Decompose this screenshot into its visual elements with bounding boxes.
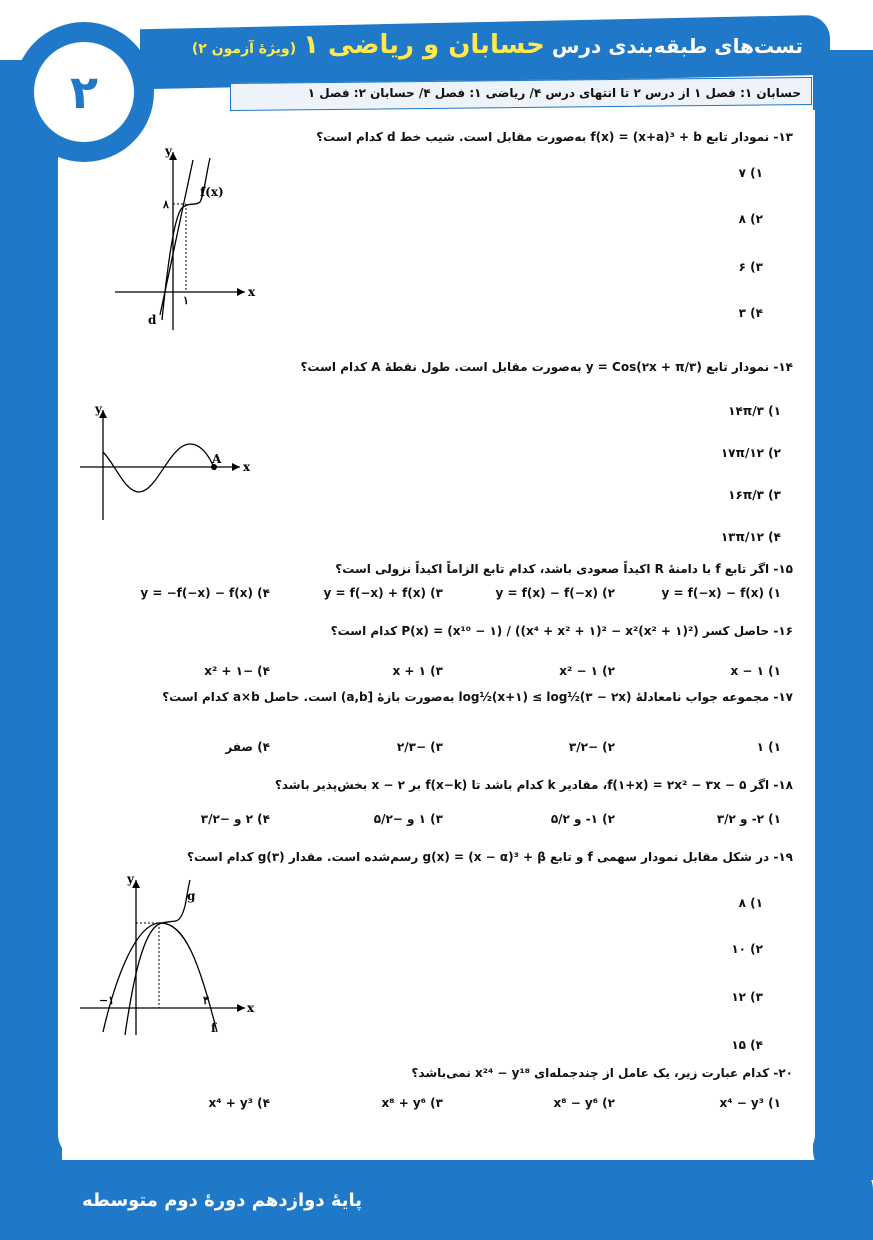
q20-option-3[interactable]: ۳) x⁸ + y⁶ <box>381 1096 443 1110</box>
q17-option-1[interactable]: ۱) ۱ <box>756 740 781 754</box>
q13-option-2[interactable]: ۲) ۸ <box>738 212 763 226</box>
question-13-stem: ۱۳- نمودار تابع f(x) = (x+a)³ + b به‌صورت مقابل است. شیب خط d کدام است؟ <box>316 130 793 144</box>
q14-option-3[interactable]: ۳) ۱۶π/۳ <box>728 488 781 502</box>
q13-option-3[interactable]: ۳) ۶ <box>738 260 763 274</box>
q16-option-3[interactable]: ۳) x + ۱ <box>392 664 443 678</box>
q15-option-4[interactable]: ۴) y = −f(−x) − f(x) <box>140 586 270 600</box>
q13-graph <box>110 140 260 335</box>
q14-option-4[interactable]: ۴) ۱۳π/۱۲ <box>720 530 781 544</box>
q19-g-label: g <box>187 889 196 903</box>
q17-option-2[interactable]: ۲) −۳/۲ <box>568 740 615 754</box>
q20-option-1[interactable]: ۱) x⁴ − y³ <box>719 1096 781 1110</box>
q19-left-tick: −۱ <box>99 994 115 1007</box>
title-prefix: تست‌های طبقه‌بندی درس <box>551 34 803 58</box>
q19-option-4[interactable]: ۴) ۱۵ <box>731 1038 763 1052</box>
q13-y-label: y <box>165 144 172 158</box>
q14-option-2[interactable]: ۲) ۱۷π/۱۲ <box>720 446 781 460</box>
q16-option-4[interactable]: ۴) −x² + ۱ <box>204 664 270 678</box>
title-special: (ویژهٔ آزمون ۲) <box>191 41 297 57</box>
q19-curve-f <box>103 923 217 1032</box>
right-border <box>813 50 873 1180</box>
title-subject: حسابان و ریاضی ۱ <box>303 30 545 60</box>
q17-option-4[interactable]: ۴) صفر <box>225 740 270 754</box>
q15-option-2[interactable]: ۲) y = f(x) − f(−x) <box>495 586 615 600</box>
question-19-stem: ۱۹- در شکل مقابل نمودار سهمی f و تابع g(x) = (x − α)³ + β رسم‌شده است. مقدار g(۳) کدام است؟ <box>187 850 793 864</box>
q17-option-3[interactable]: ۳) −۲/۳ <box>396 740 443 754</box>
q18-option-3[interactable]: ۳) ۱ و −۵/۲ <box>373 812 443 826</box>
q19-option-2[interactable]: ۲) ۱۰ <box>731 942 763 956</box>
q13-x-tick: ۱ <box>183 294 189 307</box>
q14-x-label: x <box>243 460 251 474</box>
q19-curve-g <box>125 880 190 1035</box>
question-20-stem: ۲۰- کدام عبارت زیر، یک عامل از چندجمله‌ای x²⁴ − y¹⁸ نمی‌باشد؟ <box>411 1066 793 1080</box>
q18-option-1[interactable]: ۱) ۲- و ۳/۲ <box>716 812 781 826</box>
question-15-stem: ۱۵- اگر تابع f با دامنهٔ R اکیداً صعودی باشد، کدام تابع الزاماً اکیداً نزولی است؟ <box>335 562 793 576</box>
q14-graph <box>75 400 255 525</box>
q16-option-1[interactable]: ۱) x − ۱ <box>730 664 781 678</box>
q13-curve-label: f(x) <box>200 185 224 199</box>
q13-y-tick: ۸ <box>163 198 169 211</box>
q15-option-1[interactable]: ۱) y = f(−x) − f(x) <box>661 586 781 600</box>
question-16-stem: ۱۶- حاصل کسر P(x) = (x¹⁰ − ۱) / ((x⁴ + x² + ۱)² − x²(x² + ۱)²) کدام است؟ <box>330 624 793 638</box>
footer-text: پایهٔ دوازدهم دورهٔ دوم متوسطه <box>82 1190 363 1211</box>
q20-option-4[interactable]: ۴) x⁴ + y³ <box>208 1096 270 1110</box>
q20-option-2[interactable]: ۲) x⁸ − y⁶ <box>553 1096 615 1110</box>
q19-right-tick: ۳ <box>203 994 209 1007</box>
question-14-stem: ۱۴- نمودار تابع y = Cos(۲x + π/۳) به‌صورت مقابل است. طول نقطهٔ A کدام است؟ <box>300 360 793 374</box>
q19-option-3[interactable]: ۳) ۱۲ <box>731 990 763 1004</box>
q14-option-1[interactable]: ۱) ۱۴π/۳ <box>728 404 781 418</box>
q19-x-label: x <box>247 1001 255 1015</box>
q18-option-4[interactable]: ۴) ۲ و −۳/۲ <box>200 812 270 826</box>
q14-point-label: A <box>212 452 222 466</box>
question-17-stem: ۱۷- مجموعه جواب نامعادلهٔ log½(x+۱) ≤ log½(۳ − ۲x) به‌صورت بازهٔ [a,b) است. حاصل a×b کدام است؟ <box>162 690 793 704</box>
syllabus-text: حسابان ۱: فصل ۱ از درس ۲ تا انتهای درس ۴/ ریاضی ۱: فصل ۴/ حسابان ۲: فصل ۱ <box>307 86 801 100</box>
q14-y-label: y <box>95 402 102 416</box>
q13-option-4[interactable]: ۴) ۳ <box>738 306 763 320</box>
q19-graph <box>75 870 265 1040</box>
q13-option-1[interactable]: ۱) ۷ <box>738 166 763 180</box>
q19-y-label: y <box>127 872 134 886</box>
q15-option-3[interactable]: ۳) y = f(−x) + f(x) <box>323 586 443 600</box>
q14-curve <box>103 444 215 492</box>
q16-option-2[interactable]: ۲) x² − ۱ <box>559 664 615 678</box>
q18-option-2[interactable]: ۲) ۱- و ۵/۲ <box>550 812 615 826</box>
q13-x-label: x <box>248 285 256 299</box>
q19-f-label: f <box>211 1021 217 1035</box>
page-number: ۲ <box>30 38 138 146</box>
q13-line-label: d <box>148 313 157 327</box>
page-title <box>192 30 803 60</box>
question-18-stem: ۱۸- اگر f(۱+x) = ۲x² − ۳x − ۵، مقادیر k کدام باشد تا f(x−k) بر x − ۲ بخش‌پذیر باشد؟ <box>274 778 793 792</box>
left-border <box>0 60 62 1170</box>
q19-option-1[interactable]: ۱) ۸ <box>738 896 763 910</box>
